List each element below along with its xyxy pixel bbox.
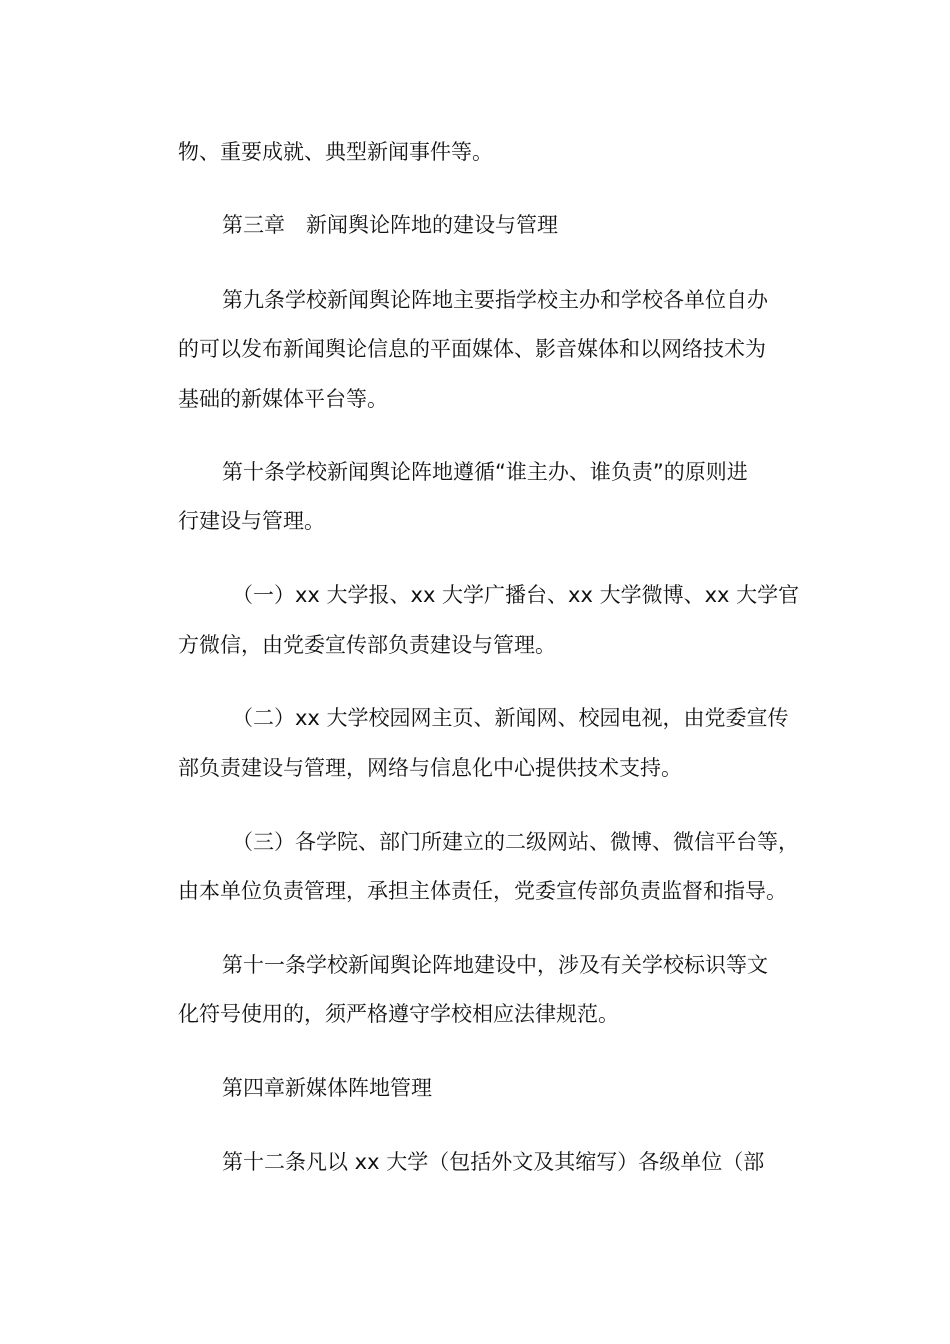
article-9-line-2: 的可以发布新闻舆论信息的平面媒体、影音媒体和以网络技术为 xyxy=(178,337,766,361)
chapter-3-heading: 第三章 新闻舆论阵地的建设与管理 xyxy=(222,213,558,237)
article-12-line-1: 第十二条凡以 xx 大学（包括外文及其缩写）各级单位（部 xyxy=(222,1150,765,1174)
article-11-line-2: 化符号使用的，须严格遵守学校相应法律规范。 xyxy=(178,1002,619,1026)
item-1-line-1: （一）xx 大学报、xx 大学广播台、xx 大学微博、xx 大学官 xyxy=(232,583,800,607)
article-10-line-2: 行建设与管理。 xyxy=(178,509,325,533)
item-2-line-2: 部负责建设与管理，网络与信息化中心提供技术支持。 xyxy=(178,756,682,780)
item-2-line-1: （二）xx 大学校园网主页、新闻网、校园电视，由党委宣传 xyxy=(232,706,789,730)
text-line-continuation: 物、重要成就、典型新闻事件等。 xyxy=(178,140,493,164)
article-11-line-1: 第十一条学校新闻舆论阵地建设中，涉及有关学校标识等文 xyxy=(222,953,768,977)
article-9-line-1: 第九条学校新闻舆论阵地主要指学校主办和学校各单位自办 xyxy=(222,288,768,312)
article-9-line-3: 基础的新媒体平台等。 xyxy=(178,387,388,411)
item-3-line-1: （三）各学院、部门所建立的二级网站、微博、微信平台等， xyxy=(232,830,799,854)
chapter-4-heading: 第四章新媒体阵地管理 xyxy=(222,1076,432,1100)
article-10-line-1: 第十条学校新闻舆论阵地遵循“谁主办、谁负责”的原则进 xyxy=(222,460,748,484)
item-1-line-2: 方微信，由党委宣传部负责建设与管理。 xyxy=(178,633,556,657)
item-3-line-2: 由本单位负责管理，承担主体责任，党委宣传部负责监督和指导。 xyxy=(178,879,787,903)
